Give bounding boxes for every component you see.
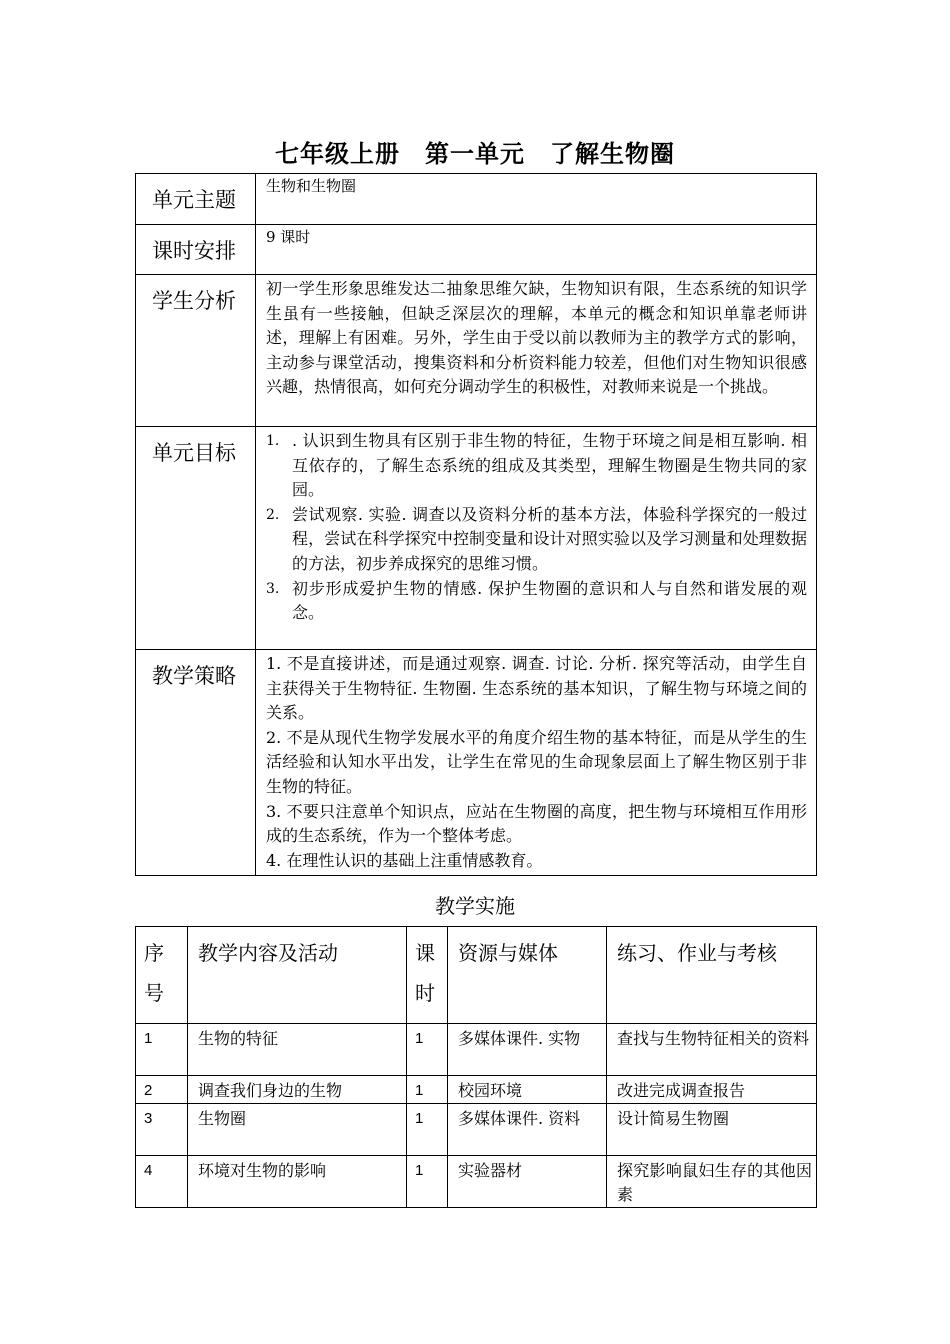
student-row <box>136 275 817 427</box>
table-row: 2 调查我们身边的生物 1 校园环境 改进完成调查报告 <box>136 1076 817 1104</box>
col-seq-header: 序 号 <box>136 927 188 1024</box>
theme-value: 生物和生物圈 <box>256 174 817 225</box>
table-header-row <box>136 927 817 1024</box>
col-hours-header: 课 时 <box>407 927 448 1024</box>
theme-row <box>136 174 817 225</box>
col-homework-header: 练习、作业与考核 <box>607 927 817 1024</box>
hours-value: 9 课时 <box>256 225 817 275</box>
goals-row <box>136 427 817 650</box>
hours-label: 课时安排 <box>136 225 256 275</box>
strategy-label: 教学策略 <box>136 650 256 876</box>
goal-item: 2. 尝试观察. 实验. 调查以及资料分析的基本方法，体验科学探究的一般过程，尝试在科学探究中控制变量和设计对照实验以及学习测量和处理数据的方法，初步养成探究的思维习惯。 <box>266 504 807 573</box>
strategy-row <box>136 650 817 876</box>
unit-plan-table <box>135 173 817 876</box>
theme-label: 单元主题 <box>136 174 256 225</box>
goal-item: 3. 初步形成爱护生物的情感. 保护生物圈的意识和人与自然和谐发展的观念。 <box>266 578 807 623</box>
goals-label: 单元目标 <box>136 427 256 650</box>
student-analysis: 初一学生形象思维发达二抽象思维欠缺，生物知识有限，生态系统的知识学生虽有一些接触，但缺乏深层次的理解，本单元的概念和知识单靠老师讲述，理解上有困难。另外，学生由于受以前以教师为主的教学方式的影响，主动参与课堂活动，搜集资料和分析资料能力较差，但他们对生物知识很感兴趣，热情很高，如何充分调动学生的积极性，对教师来说是一个挑战。 <box>256 275 817 427</box>
goal-item: 1. . 认识到生物具有区别于非生物的特征，生物于环境之间是相互影响. 相互依存的，了解生态系统的组成及其类型，理解生物圈是生物共同的家园。 <box>266 431 807 500</box>
student-label: 学生分析 <box>136 275 256 427</box>
strategy-cell <box>256 650 817 876</box>
strategy-item: 3. 不要只注意单个知识点，应站在生物圈的高度，把生物与环境相互作用形成的生态系统，作为一个整体考虑。 <box>266 801 807 846</box>
table-row: 3 生物圈 1 多媒体课件. 资料 设计简易生物圈 <box>136 1104 817 1156</box>
col-content-header: 教学内容及活动 <box>188 927 407 1024</box>
section-subtitle: 教学实施 <box>435 894 515 918</box>
goals-cell <box>256 427 817 650</box>
table-row: 1 生物的特征 1 多媒体课件. 实物 查找与生物特征相关的资料 <box>136 1024 817 1076</box>
table-row: 4 环境对生物的影响 1 实验器材 探究影响鼠妇生存的其他因素 <box>136 1156 817 1208</box>
implementation-table <box>135 926 817 1208</box>
strategy-item: 2. 不是从现代生物学发展水平的角度介绍生物的基本特征，而是从学生的生活经验和认知水平出发，让学生在常见的生命现象层面上了解生物区别于非生物的特征。 <box>266 727 807 796</box>
strategy-item: 1. 不是直接讲述，而是通过观察. 调查. 讨论. 分析. 探究等活动，由学生自主获得关于生物特征. 生物圈. 生态系统的基本知识，了解生物与环境之间的关系。 <box>266 654 807 723</box>
strategy-item: 4. 在理性认识的基础上注重情感教育。 <box>266 850 543 870</box>
goals-list <box>266 429 807 626</box>
hours-row <box>136 225 817 275</box>
page-title: 七年级上册 第一单元 了解生物圈 <box>275 139 675 168</box>
col-media-header: 资源与媒体 <box>448 927 607 1024</box>
